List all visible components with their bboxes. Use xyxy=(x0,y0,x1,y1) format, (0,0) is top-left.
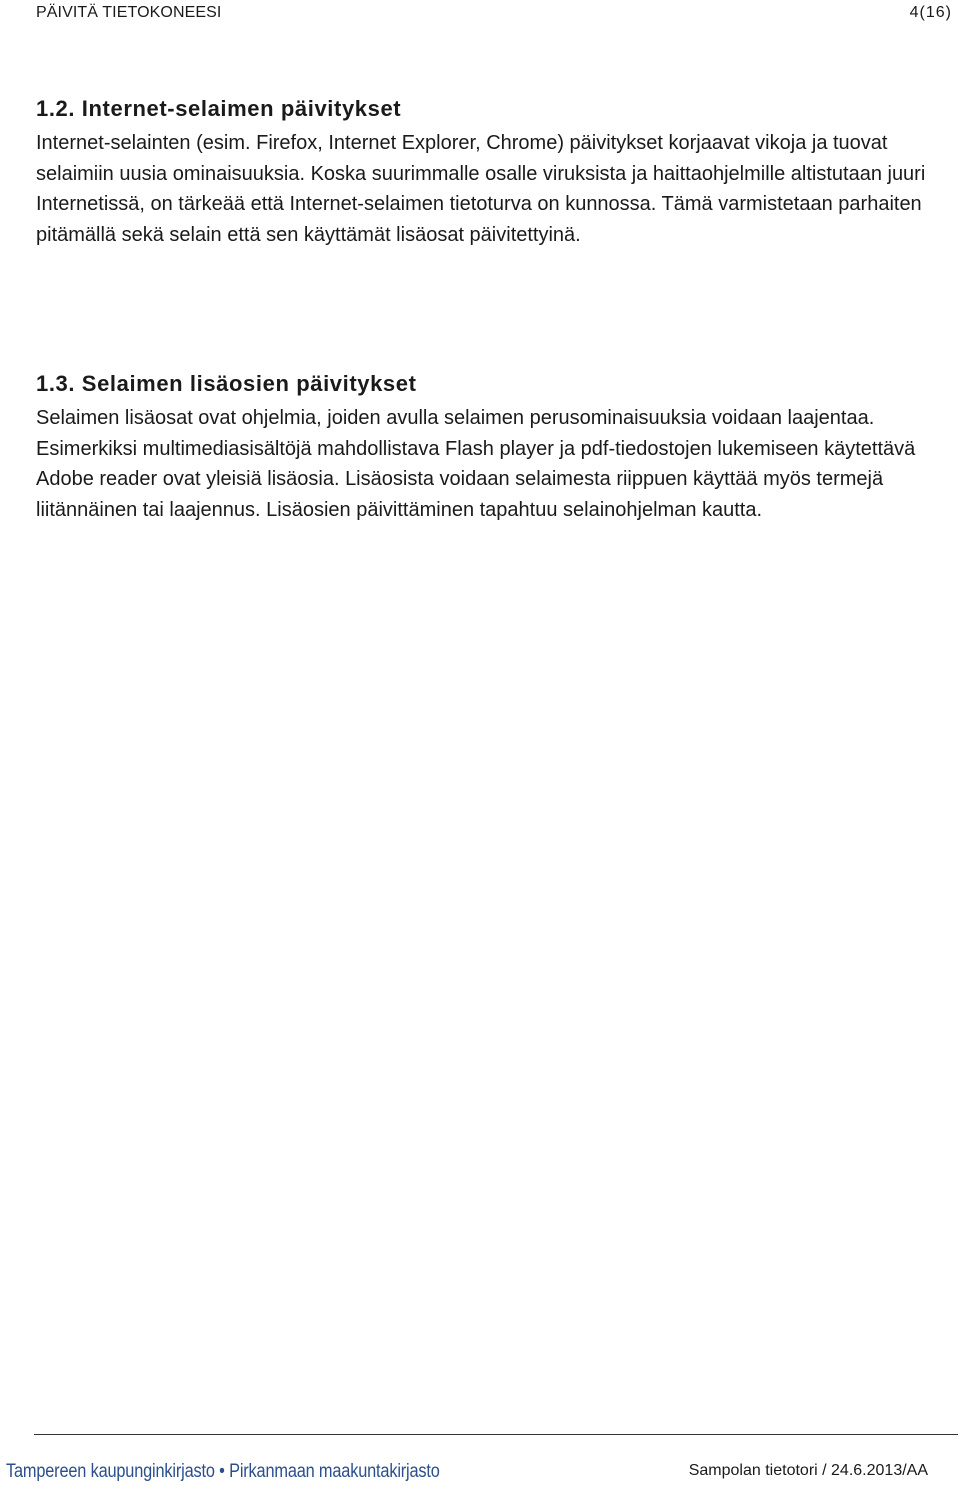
section-browser-updates xyxy=(36,94,952,250)
footer-library-brand: Tampereen kaupunginkirjasto • Pirkanmaan maakuntakirjasto xyxy=(6,1461,440,1482)
page-number: 4(16) xyxy=(909,4,952,21)
section-addon-updates xyxy=(36,369,952,525)
footer-info: Sampolan tietotori / 24.6.2013/AA xyxy=(688,1462,928,1479)
footer-divider xyxy=(34,1434,958,1435)
section-heading: 1.2. Internet-selaimen päivitykset xyxy=(36,96,402,121)
section-heading: 1.3. Selaimen lisäosien päivitykset xyxy=(36,371,417,396)
section-paragraph: Internet-selainten (esim. Firefox, Internet Explorer, Chrome) päivitykset korjaavat vikoja ja tuovat selaimiin uusia ominaisuuksia. Koska suurimmalle osalle viruksista ja haittaohjelmille altistutaan juuri Internetissä, on tärkeää että Internet-selaimen tietoturva on kunnossa. Tämä varmistetaan parhaiten pitämällä sekä selain että sen käyttämät lisäosat päivitettyinä. xyxy=(36,132,926,246)
document-header-title: PÄIVITÄ TIETOKONEESI xyxy=(36,4,222,21)
section-paragraph: Selaimen lisäosat ovat ohjelmia, joiden avulla selaimen perusominaisuuksia voidaan laajentaa. Esimerkiksi multimediasisältöjä mahdollistava Flash player ja pdf-tiedostojen lukemiseen käytettävä Adobe reader ovat yleisiä lisäosia. Lisäosista voidaan selaimesta riippuen käyttää myös termejä liitännäinen tai laajennus. Lisäosien päivittäminen tapahtuu selainohjelman kautta. xyxy=(36,407,916,521)
